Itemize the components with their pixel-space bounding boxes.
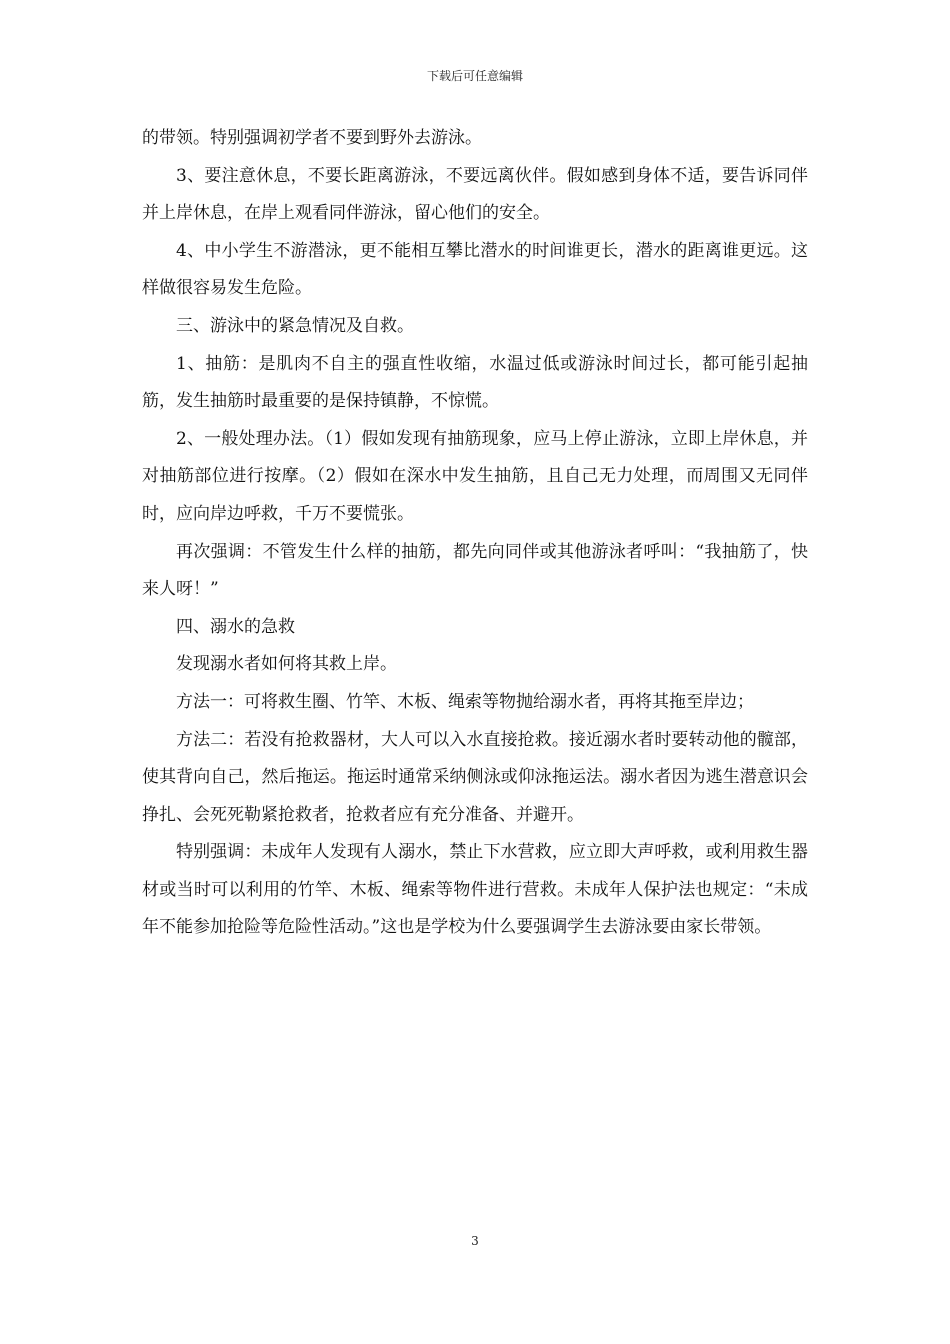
paragraph-cramp-definition: 1、抽筋：是肌肉不自主的强直性收缩，水温过低或游泳时间过长，都可能引起抽筋，发生抽筋时最重要的是保持镇静，不惊慌。 (142, 353, 808, 412)
paragraph-continuation: 的带领。特别强调初学者不要到野外去游泳。 (142, 128, 482, 148)
paragraph-cramp-handling: 2、一般处理办法。（1）假如发现有抽筋现象，应马上停止游泳，立即上岸休息，并对抽筋部位进行按摩。（2）假如在深水中发生抽筋，且自己无力处理，而周围又无同伴时，应向岸边呼救，千万不要慌张。 (142, 428, 808, 524)
paragraph-rescue-intro: 发现溺水者如何将其救上岸。 (176, 654, 397, 675)
page-number: 3 (471, 1234, 479, 1248)
paragraph-method-1: 方法一：可将救生圈、竹竿、木板、绳索等物抛给溺水者，再将其拖至岸边； (176, 691, 754, 712)
paragraph-cramp-emphasis: 再次强调：不管发生什么样的抽筋，都先向同伴或其他游泳者呼叫：“我抽筋了，快来人呀！” (142, 541, 808, 600)
document-body (142, 120, 808, 947)
section-heading-3: 三、游泳中的紧急情况及自救。 (176, 315, 414, 336)
page-header: 下载后可任意编辑 (426, 69, 523, 83)
section-heading-4: 四、溺水的急救 (176, 616, 295, 637)
paragraph-rule-3: 3、要注意休息，不要长距离游泳，不要远离伙伴。假如感到身体不适，要告诉同伴并上岸休息，在岸上观看同伴游泳，留心他们的安全。 (142, 165, 808, 224)
paragraph-rule-4: 4、中小学生不游潜泳，更不能相互攀比潜水的时间谁更长，潜水的距离谁更远。这样做很容易发生危险。 (142, 240, 808, 299)
paragraph-method-2: 方法二：若没有抢救器材，大人可以入水直接抢救。接近溺水者时要转动他的髋部，使其背向自己，然后拖运。拖运时通常采纳侧泳或仰泳拖运法。溺水者因为逃生潜意识会挣扎、会死死勒紧抢救者，抢救者应有充分准备、并避开。 (142, 729, 808, 825)
paragraph-special-emphasis: 特别强调：未成年人发现有人溺水，禁止下水营救，应立即大声呼救，或利用救生器材或当时可以利用的竹竿、木板、绳索等物件进行营救。未成年人保护法也规定：“未成年不能参加抢险等危险性活动。”这也是学校为什么要强调学生去游泳要由家长带领。 (142, 842, 808, 938)
